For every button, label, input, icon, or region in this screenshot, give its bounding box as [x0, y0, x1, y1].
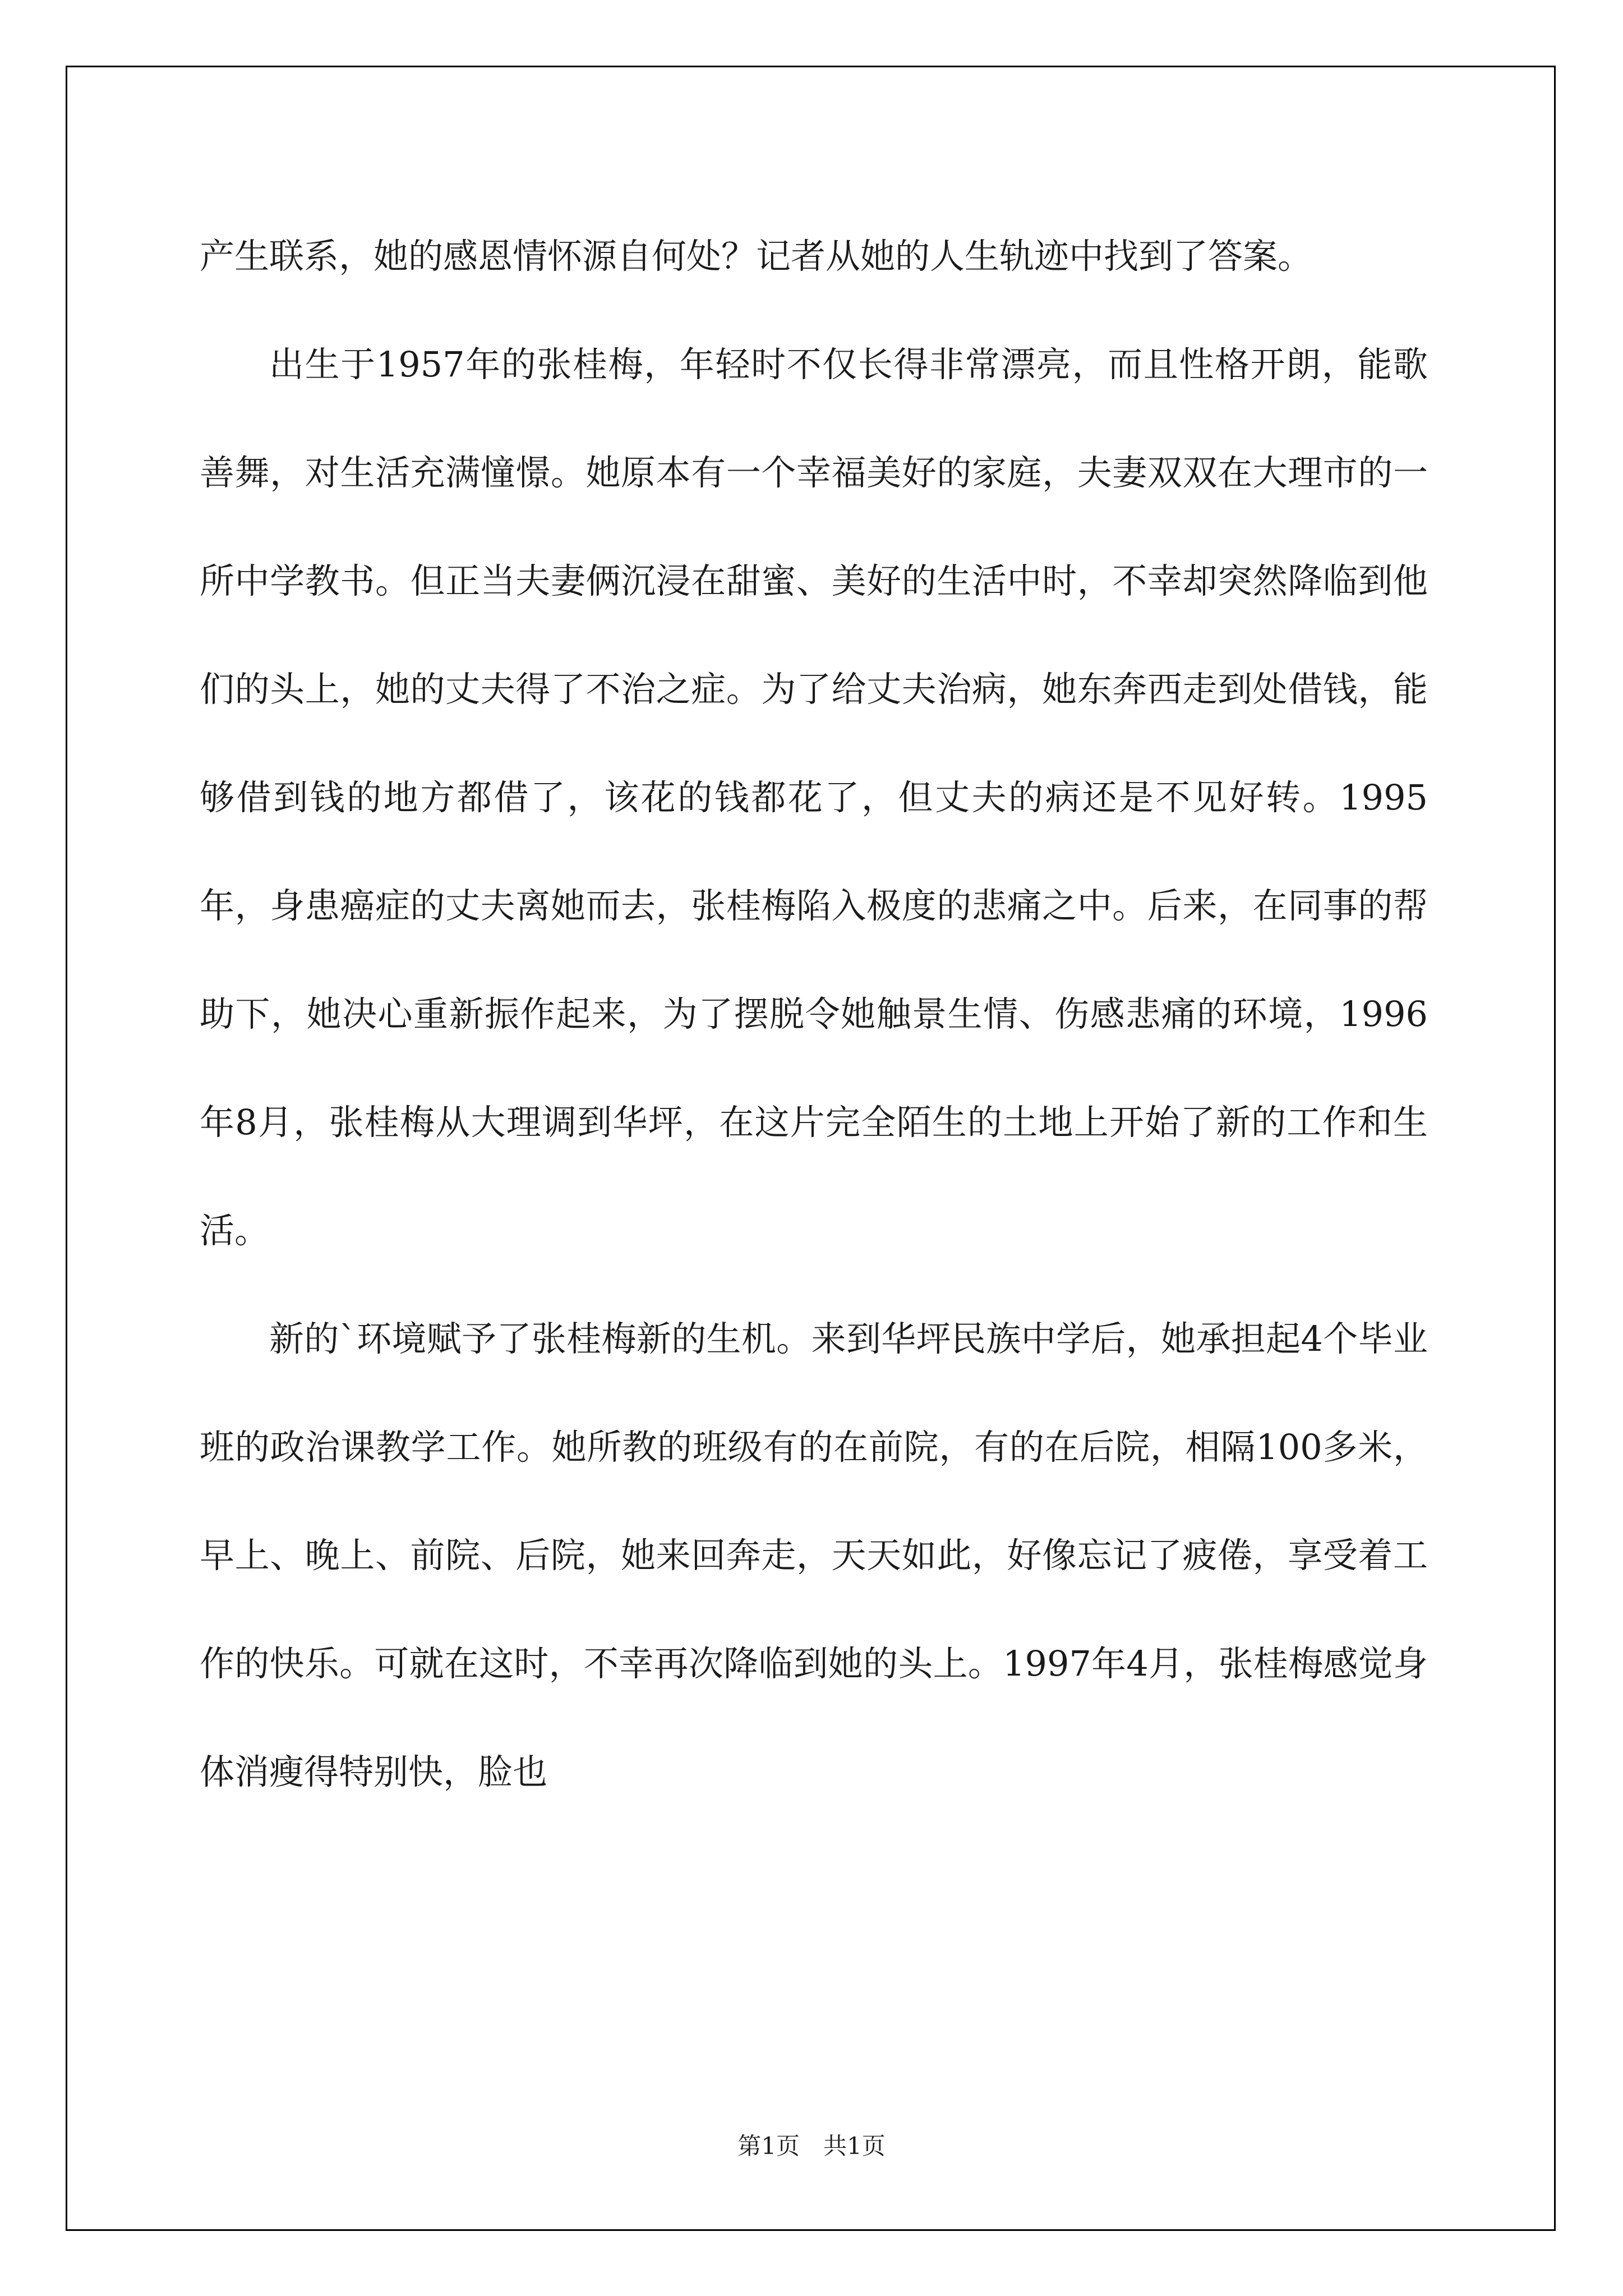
page-footer: 第1页 共1页 — [737, 2132, 886, 2160]
document-body — [200, 202, 1428, 1826]
paragraph-3: 新的`环境赋予了张桂梅新的生机。来到华坪民族中学后，她承担起4个毕业班的政治课教学工作。她所教的班级有的在前院，有的在后院，相隔100多米，早上、晚上、前院、后院，她来回奔走，天天如此，好像忘记了疲倦，享受着工作的快乐。可就在这时，不幸再次降临到她的头上。1997年4月，张桂梅感觉身体消瘦得特别快，脸也 — [200, 1318, 1428, 1792]
paragraph-2: 出生于1957年的张桂梅，年轻时不仅长得非常漂亮，而且性格开朗，能歌善舞，对生活充满憧憬。她原本有一个幸福美好的家庭，夫妻双双在大理市的一所中学教书。但正当夫妻俩沉浸在甜蜜、美好的生活中时，不幸却突然降临到他们的头上，她的丈夫得了不治之症。为了给丈夫治病，她东奔西走到处借钱，能够借到钱的地方都借了，该花的钱都花了，但丈夫的病还是不见好转。1995年，身患癌症的丈夫离她而去，张桂梅陷入极度的悲痛之中。后来，在同事的帮助下，她决心重新振作起来，为了摆脱令她触景生情、伤感悲痛的环境，1996年8月，张桂梅从大理调到华坪，在这片完全陌生的土地上开始了新的工作和生活。 — [200, 344, 1428, 1251]
paragraph-1: 产生联系，她的感恩情怀源自何处？记者从她的人生轨迹中找到了答案。 — [200, 236, 1313, 277]
